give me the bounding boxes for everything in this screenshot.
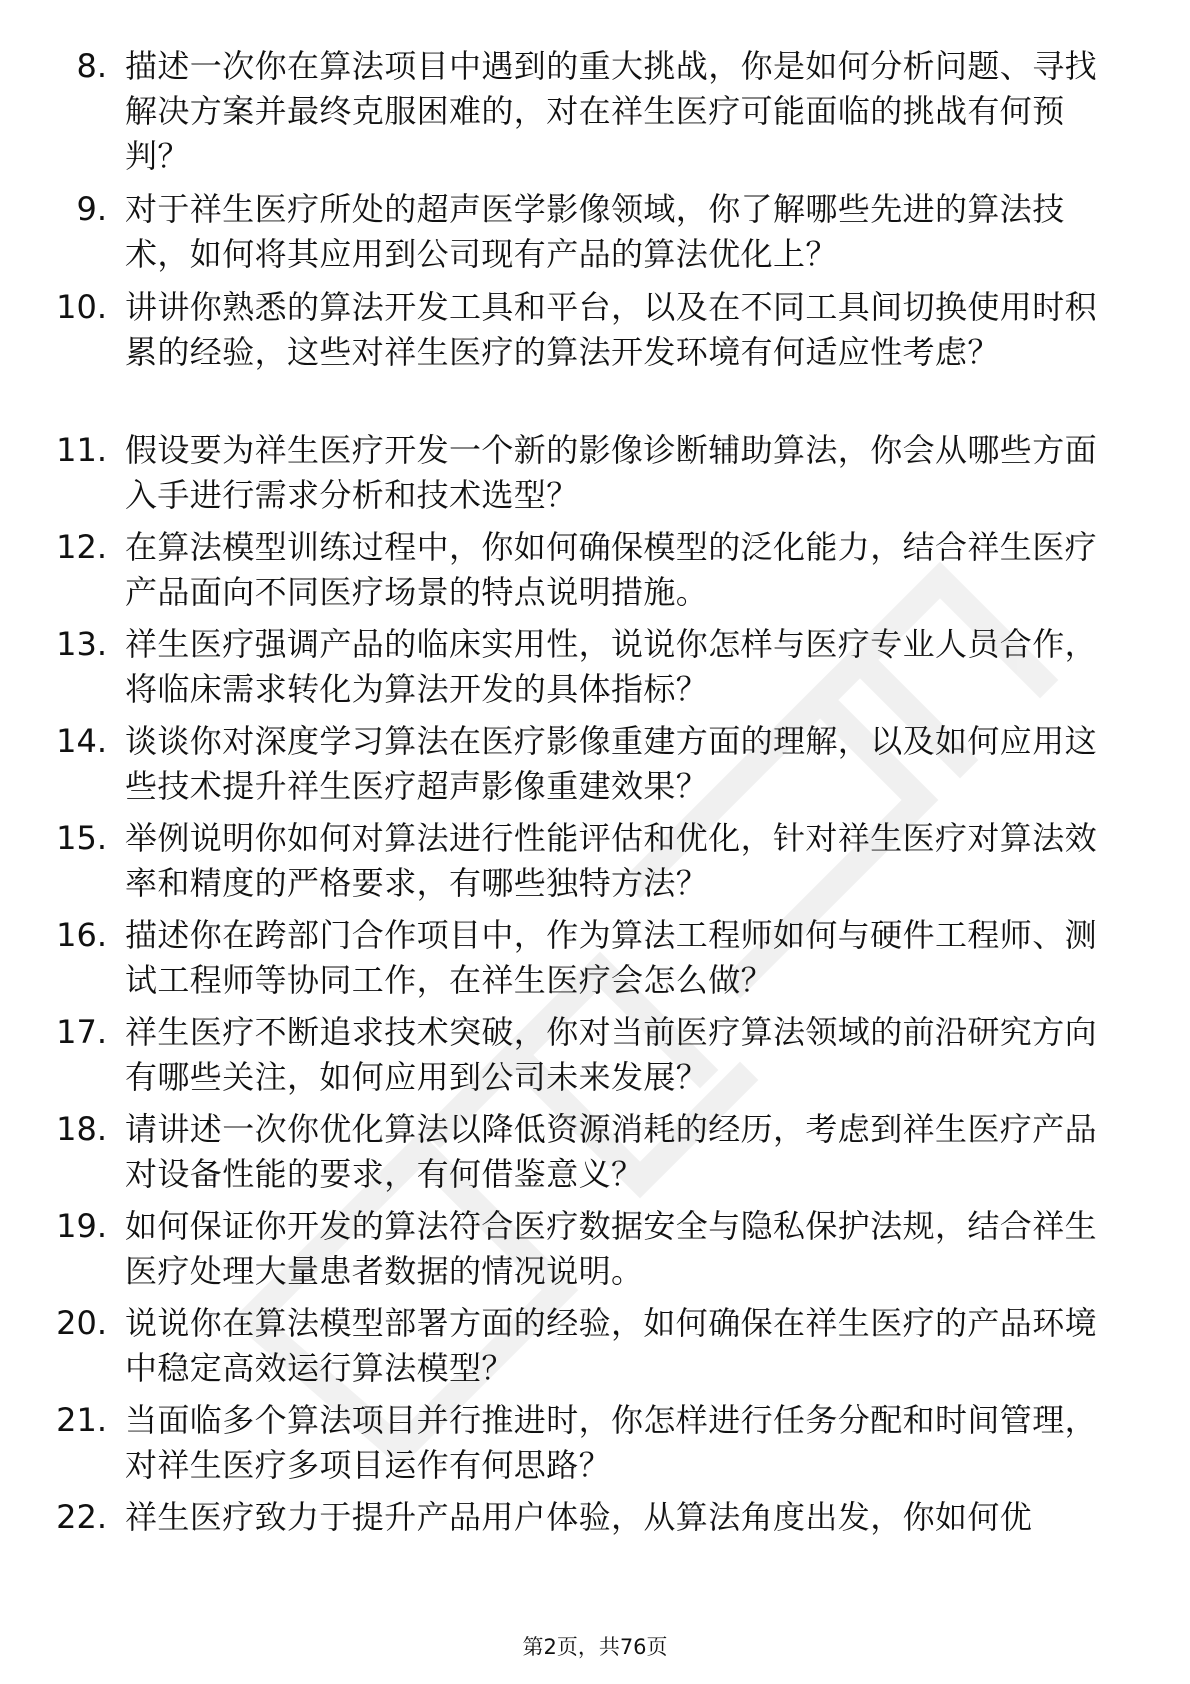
question-text: 当面临多个算法项目并行推进时，你怎样进行任务分配和时间管理，对祥生医疗多项目运作有何思路？ <box>125 1401 1098 1484</box>
question-text: 在算法模型训练过程中，你如何确保模型的泛化能力，结合祥生医疗产品面向不同医疗场景的特点说明措施。 <box>125 528 1098 611</box>
question-number: 18. <box>56 1110 107 1148</box>
question-number: 21. <box>56 1401 107 1439</box>
question-text: 描述你在跨部门合作项目中，作为算法工程师如何与硬件工程师、测试工程师等协同工作，在祥生医疗会怎么做？ <box>125 916 1098 999</box>
question-number: 13. <box>56 625 107 663</box>
question-text: 对于祥生医疗所处的超声医学影像领域，你了解哪些先进的算法技术，如何将其应用到公司现有产品的算法优化上？ <box>125 190 1065 273</box>
question-text: 讲讲你熟悉的算法开发工具和平台，以及在不同工具间切换使用时积累的经验，这些对祥生医疗的算法开发环境有何适应性考虑？ <box>125 288 1098 371</box>
question-number: 19. <box>56 1207 107 1245</box>
question-number: 15. <box>56 819 107 857</box>
question-text: 祥生医疗不断追求技术突破，你对当前医疗算法领域的前沿研究方向有哪些关注，如何应用到公司未来发展？ <box>125 1013 1098 1096</box>
question-text: 谈谈你对深度学习算法在医疗影像重建方面的理解，以及如何应用这些技术提升祥生医疗超声影像重建效果？ <box>125 722 1098 805</box>
question-text: 描述一次你在算法项目中遇到的重大挑战，你是如何分析问题、寻找解决方案并最终克服困难的，对在祥生医疗可能面临的挑战有何预判？ <box>125 47 1098 175</box>
question-text: 如何保证你开发的算法符合医疗数据安全与隐私保护法规，结合祥生医疗处理大量患者数据的情况说明。 <box>125 1207 1098 1290</box>
question-number: 22. <box>56 1498 107 1536</box>
question-number: 17. <box>56 1013 107 1051</box>
question-number: 10. <box>56 288 107 326</box>
question-text: 举例说明你如何对算法进行性能评估和优化，针对祥生医疗对算法效率和精度的严格要求，有哪些独特方法？ <box>125 819 1098 902</box>
question-text: 祥生医疗强调产品的临床实用性，说说你怎样与医疗专业人员合作，将临床需求转化为算法开发的具体指标？ <box>125 625 1098 708</box>
question-text: 假设要为祥生医疗开发一个新的影像诊断辅助算法，你会从哪些方面入手进行需求分析和技术选型？ <box>125 431 1098 514</box>
question-number: 20. <box>56 1304 107 1342</box>
page-footer: 第2页，共76页 <box>522 1635 668 1659</box>
question-number: 16. <box>56 916 107 954</box>
question-number: 11. <box>56 431 107 469</box>
question-text: 请讲述一次你优化算法以降低资源消耗的经历，考虑到祥生医疗产品对设备性能的要求，有何借鉴意义？ <box>125 1110 1098 1193</box>
question-text: 祥生医疗致力于提升产品用户体验，从算法角度出发，你如何优 <box>125 1498 1033 1536</box>
question-number: 9. <box>76 190 107 228</box>
question-number: 12. <box>56 528 107 566</box>
question-number: 14. <box>56 722 107 760</box>
question-text: 说说你在算法模型部署方面的经验，如何确保在祥生医疗的产品环境中稳定高效运行算法模型？ <box>125 1304 1098 1387</box>
question-number: 8. <box>76 47 107 85</box>
